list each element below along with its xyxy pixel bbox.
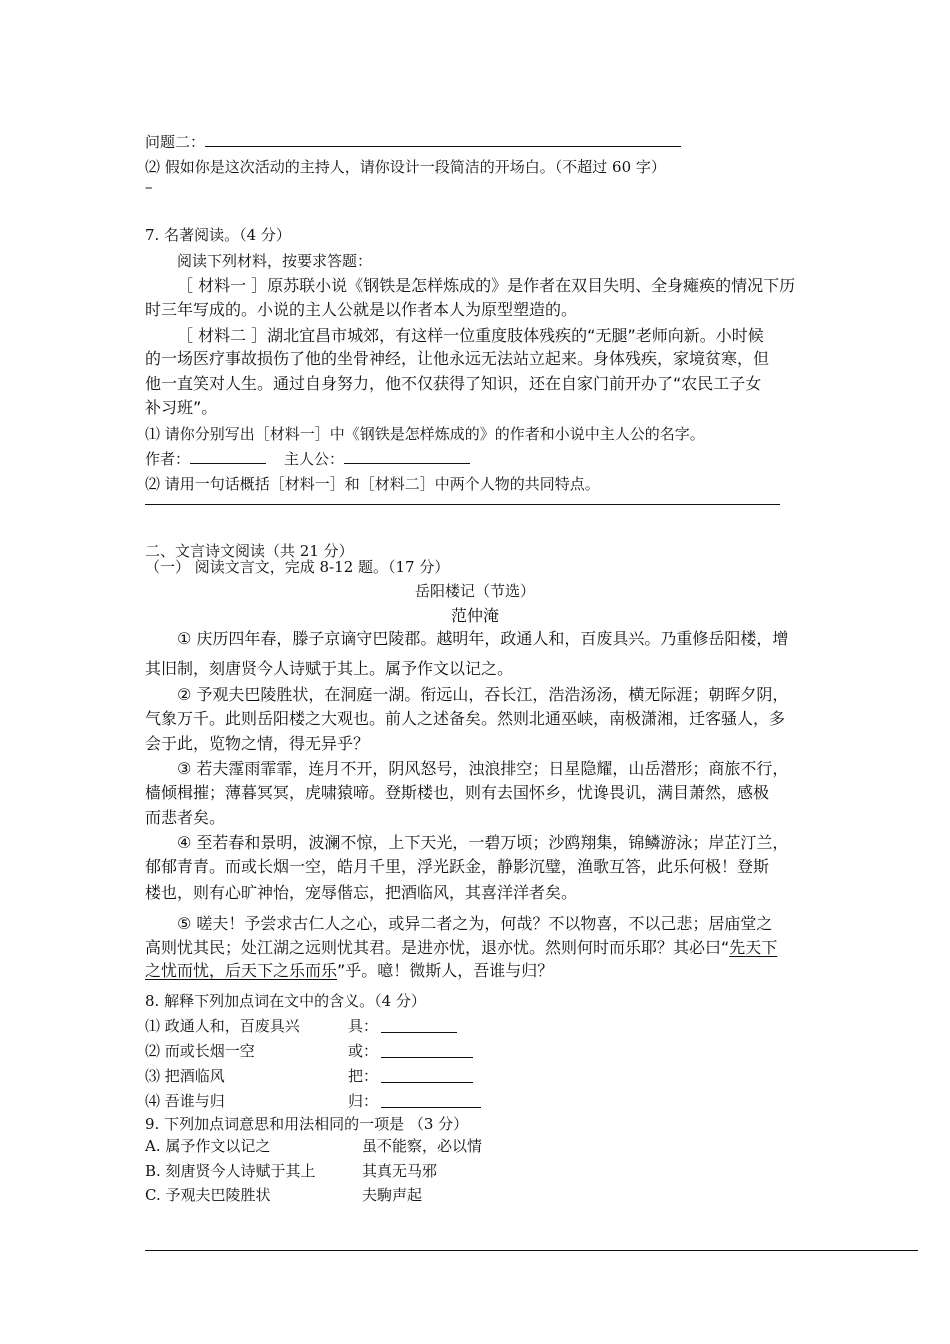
material-2-line-4: 补习班”。: [145, 398, 218, 417]
problem-2-label: 问题二：: [145, 133, 206, 151]
question-8-item-2: [145, 1040, 379, 1061]
underlined-quote-start: 先天下: [729, 938, 778, 957]
paragraph-4-line-2: 郁郁青青。而或长烟一空，皓月千里，浮光跃金，静影沉璧，渔歌互答，此乐何极！登斯: [145, 857, 770, 876]
author-blank: [190, 449, 266, 464]
paragraph-2-line-3: 会于此，览物之情，得无异乎？: [145, 734, 370, 753]
paragraph-5-line-2: [145, 935, 777, 958]
hero-blank: [344, 449, 470, 464]
item-text: ⑴ 政通人和，百废具兴: [145, 1017, 300, 1035]
answer-blank: [205, 132, 681, 147]
paragraph-5-line-3-text: ”乎。噫！微斯人，吾谁与归？: [337, 961, 554, 980]
problem-2-line: [145, 131, 681, 152]
material-2-line-3: 他一直笑对人生。通过自身努力，他不仅获得了知识，还在自家门前开办了“农民工子女: [145, 374, 762, 393]
option-a-right: 虽不能察，必以情: [362, 1137, 483, 1155]
option-b: [145, 1160, 438, 1181]
option-c-left: C. 予观夫巴陵胜状: [145, 1186, 271, 1204]
option-c: [145, 1184, 423, 1205]
material-2-line-2: 的一场医疗事故损伤了他的坐骨神经，让他永远无法站立起来。身体残疾，家境贫寒，但: [145, 349, 770, 368]
question-8-title: 8. 解释下列加点词在文中的含义。（4 分）: [145, 992, 426, 1010]
question-7-sub-1: ⑴ 请你分别写出［材料一］中《钢铁是怎样炼成的》的作者和小说中主人公的名字。: [145, 425, 705, 443]
dash-mark: –: [145, 178, 153, 196]
material-1-line-2: 时三年写成的。小说的主人公就是以作者本人为原型塑造的。: [145, 300, 578, 319]
item-text: ⑶ 把酒临风: [145, 1067, 225, 1085]
page-bottom-rule: [145, 1250, 918, 1251]
question-8-item-1: [145, 1015, 379, 1036]
paragraph-5-line-1: ⑤ 嗟夫！予尝求古仁人之心，或异二者之为，何哉？不以物喜，不以己悲；居庙堂之: [177, 914, 773, 933]
paragraph-5-line-2-text: 高则忧其民；处江湖之远则忧其君。是进亦忧，退亦忧。然则何时而乐耶？其必曰“: [145, 938, 730, 957]
item-text: ⑷ 吾谁与归: [145, 1092, 225, 1110]
option-b-left: B. 刻唐贤今人诗赋于其上: [145, 1162, 316, 1180]
question-9-title: 9. 下列加点词意思和用法相同的一项是 （3 分）: [145, 1115, 469, 1133]
answer-line: [145, 504, 780, 505]
passage-title: 岳阳楼记（节选）: [414, 582, 535, 600]
section-2-title: 二、文言诗文阅读（共 21 分）: [145, 542, 354, 560]
passage-author: 范仲淹: [450, 606, 499, 625]
option-c-right: 夫駒声起: [362, 1186, 423, 1204]
paragraph-1-line-2: 其旧制，刻唐贤今人诗赋于其上。属予作文以记之。: [145, 659, 514, 678]
option-a: [145, 1135, 483, 1156]
option-a-left: A. 属予作文以记之: [145, 1137, 271, 1155]
paragraph-5-line-3: [145, 958, 553, 981]
option-b-right: 其真无马邪: [362, 1162, 438, 1180]
word-label: 具：: [348, 1017, 379, 1035]
material-2-line-1: ［ 材料二 ］湖北宜昌市城郊，有这样一位重度肢体残疾的“无腿”老师向新。小时候: [177, 326, 764, 345]
paragraph-3-line-2: 樯倾楫摧；薄暮冥冥，虎啸猿啼。登斯楼也，则有去国怀乡，忧谗畏讥，满目萧然，感极: [145, 783, 770, 802]
item-text: ⑵ 而或长烟一空: [145, 1042, 255, 1060]
question-8-item-3: [145, 1065, 379, 1086]
paragraph-3-line-3: 而悲者矣。: [145, 808, 226, 827]
question-6-item-2: ⑵ 假如你是这次活动的主持人，请你设计一段简洁的开场白。（不超过 60 字）: [145, 158, 666, 176]
question-8-item-4: [145, 1090, 379, 1111]
answer-blank: [381, 1068, 473, 1083]
word-label: 把：: [348, 1067, 379, 1085]
question-7-title: 7. 名著阅读。（4 分）: [145, 226, 291, 244]
word-label: 归：: [348, 1092, 379, 1110]
answer-blank: [381, 1093, 481, 1108]
material-1-line-1: ［ 材料一 ］原苏联小说《钢铁是怎样炼成的》是作者在双目失明、全身瘫痪的情况下历: [177, 276, 796, 295]
author-label: 作者：: [145, 450, 191, 468]
paragraph-4-line-1: ④ 至若春和景明，波澜不惊，上下天光，一碧万顷；沙鸥翔集，锦鳞游泳；岸芷汀兰，: [177, 833, 789, 852]
question-7-sub-2: ⑵ 请用一句话概括［材料一］和［材料二］中两个人物的共同特点。: [145, 475, 600, 493]
paragraph-2-line-2: 气象万千。此则岳阳楼之大观也。前人之述备矣。然则北通巫峡，南极潇湘，迁客骚人，多: [145, 709, 786, 728]
word-label: 或：: [348, 1042, 379, 1060]
question-7-intro: 阅读下列材料，按要求答题：: [177, 252, 373, 270]
paragraph-2-line-1: ② 予观夫巴陵胜状，在洞庭一湖。衔远山，吞长江，浩浩汤汤，横无际涯；朝晖夕阴，: [177, 685, 789, 704]
author-hero-line: [145, 448, 470, 469]
paragraph-4-line-3: 楼也，则有心旷神怡，宠辱偕忘，把酒临风，其喜洋洋者矣。: [145, 883, 578, 902]
section-2-part-1: （一） 阅读文言文，完成 8-12 题。（17 分）: [145, 558, 450, 576]
underlined-quote-end: 之忧而忧，后天下之乐而乐: [145, 961, 338, 980]
answer-blank: [381, 1018, 457, 1033]
paragraph-1-line-1: ① 庆历四年春，滕子京谪守巴陵郡。越明年，政通人和，百废具兴。乃重修岳阳楼，增: [177, 629, 789, 648]
paragraph-3-line-1: ③ 若夫霪雨霏霏，连月不开，阴风怒号，浊浪排空；日星隐耀，山岳潜形；商旅不行，: [177, 759, 789, 778]
hero-label: 主人公：: [284, 450, 345, 468]
answer-blank: [381, 1043, 473, 1058]
